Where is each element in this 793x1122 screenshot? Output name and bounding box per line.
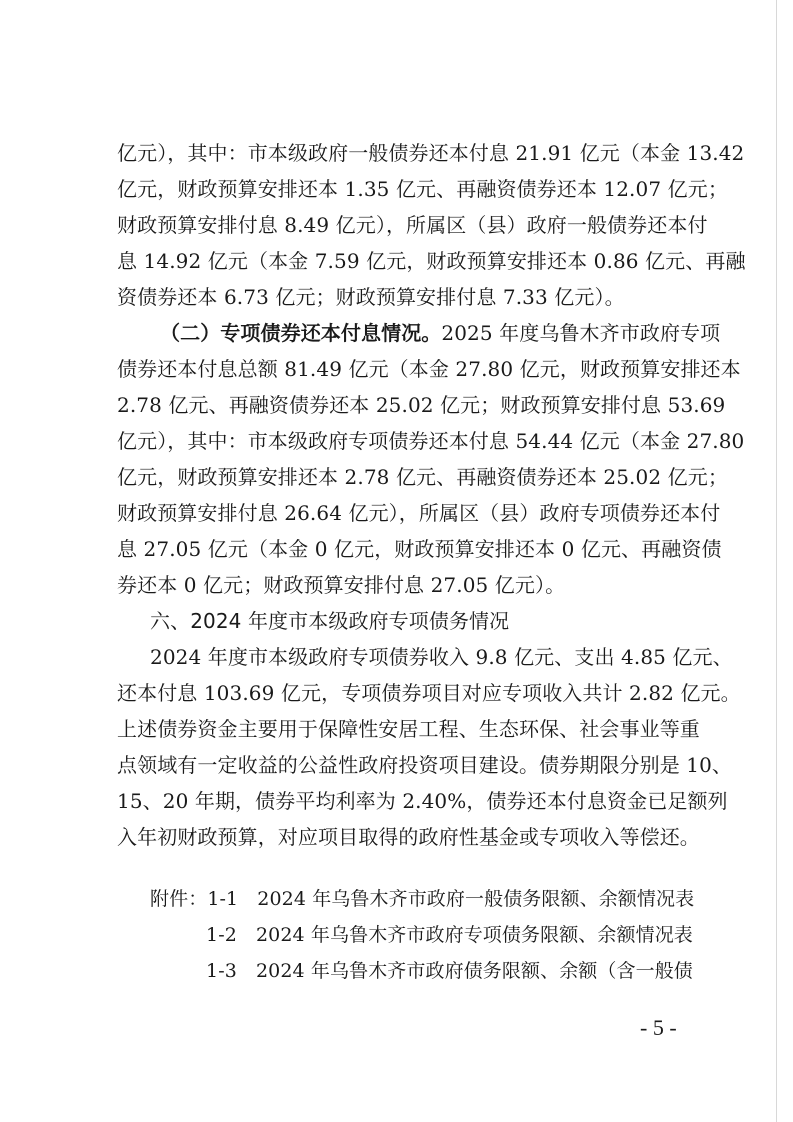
paragraph-line: 息 14.92 亿元（本金 7.59 亿元，财政预算安排还本 0.86 亿元、再融 xyxy=(117,249,746,273)
page-number: - 5 - xyxy=(640,1015,677,1040)
section-6-heading: 六、2024 年度市本级政府专项债务情况 xyxy=(150,609,510,633)
paragraph-line: 15、20 年期，债券平均利率为 2.40%，债券还本付息资金已足额列 xyxy=(117,789,728,813)
paragraph-line: 券还本 0 亿元；财政预算安排付息 27.05 亿元）。 xyxy=(117,573,566,597)
paragraph-line: 财政预算安排付息 8.49 亿元），所属区（县）政府一般债券还本付 xyxy=(117,213,708,237)
paragraph-line: 点领域有一定收益的公益性政府投资项目建设。债券期限分别是 10、 xyxy=(117,753,733,777)
attachment-item: 1-3 2024 年乌鲁木齐市政府债务限额、余额（含一般债 xyxy=(206,960,693,982)
attachment-item: 1-2 2024 年乌鲁木齐市政府专项债务限额、余额情况表 xyxy=(206,924,693,946)
attachment-line-1 xyxy=(150,884,695,914)
paragraph-line: 息 27.05 亿元（本金 0 亿元，财政预算安排还本 0 亿元、再融资债 xyxy=(117,537,722,561)
paragraph-line: 财政预算安排付息 26.64 亿元），所属区（县）政府专项债券还本付 xyxy=(117,501,721,525)
section-2-heading: （二）专项债券还本付息情况。 xyxy=(160,321,442,345)
paragraph-line: 亿元），其中：市本级政府一般债券还本付息 21.91 亿元（本金 13.42 xyxy=(117,141,745,165)
paragraph-line: 还本付息 103.69 亿元，专项债券项目对应专项收入共计 2.82 亿元。 xyxy=(117,681,741,705)
section-2-first-line xyxy=(160,318,721,348)
paragraph-line: 债券还本付息总额 81.49 亿元（本金 27.80 亿元，财政预算安排还本 xyxy=(117,357,741,381)
attachment-item: 1-1 2024 年乌鲁木齐市政府一般债务限额、余额情况表 xyxy=(207,888,695,910)
paragraph-line: 亿元，财政预算安排还本 1.35 亿元、再融资债券还本 12.07 亿元； xyxy=(117,177,728,201)
paragraph-line: 上述债券资金主要用于保障性安居工程、生态环保、社会事业等重 xyxy=(117,717,700,741)
section-2-first-line-text: 2025 年度乌鲁木齐市政府专项 xyxy=(441,321,721,345)
paragraph-line: 2024 年度市本级政府专项债券收入 9.8 亿元、支出 4.85 亿元、 xyxy=(150,645,733,669)
attachment-label: 附件： xyxy=(150,888,208,910)
paragraph-line: 入年初财政预算，对应项目取得的政府性基金或专项收入等偿还。 xyxy=(117,825,700,849)
paragraph-line: 亿元），其中：市本级政府专项债券还本付息 54.44 亿元（本金 27.80 xyxy=(117,429,745,453)
paragraph-line: 资债券还本 6.73 亿元；财政预算安排付息 7.33 亿元）。 xyxy=(117,285,625,309)
paragraph-line: 2.78 亿元、再融资债券还本 25.02 亿元；财政预算安排付息 53.69 xyxy=(117,393,726,417)
paragraph-line: 亿元，财政预算安排还本 2.78 亿元、再融资债券还本 25.02 亿元； xyxy=(117,465,728,489)
scan-edge-line xyxy=(776,0,777,1122)
